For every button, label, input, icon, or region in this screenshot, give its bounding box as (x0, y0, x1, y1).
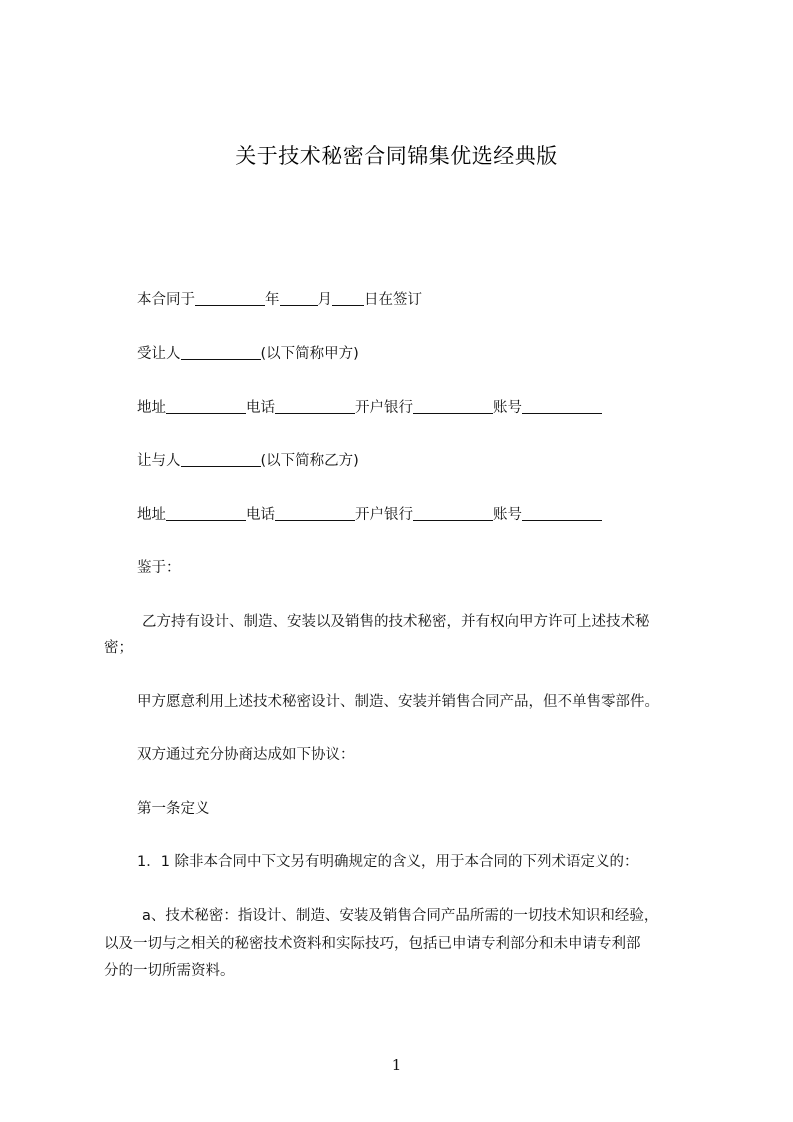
month-blank[interactable] (280, 291, 318, 306)
year-blank[interactable] (195, 291, 265, 306)
party-b-note: (以下简称乙方) (260, 453, 359, 469)
party-b-line (137, 451, 359, 471)
party-a-bank-blank[interactable] (413, 399, 493, 414)
article-1-heading: 第一条定义 (137, 801, 210, 817)
recital-1-line-1: 乙方持有设计、制造、安装以及销售的技术秘密，并有权向甲方许可上述技术秘 (142, 614, 650, 630)
day-blank[interactable] (332, 291, 364, 306)
party-b-bank-blank[interactable] (413, 506, 493, 521)
day-suffix: 日在签订 (364, 292, 422, 308)
clause-a-line-3: 分的一切所需资料。 (104, 963, 235, 979)
party-b-contact-line (137, 505, 602, 525)
recital-2: 甲方愿意利用上述技术秘密设计、制造、安装并销售合同产品，但不单售零部件。 (137, 694, 659, 710)
party-b-name-blank[interactable] (181, 452, 261, 467)
account-label: 账号 (493, 400, 522, 416)
party-a-phone-blank[interactable] (275, 399, 355, 414)
party-b-phone-blank[interactable] (275, 506, 355, 521)
account-label: 账号 (493, 507, 522, 523)
recital-1-line-2: 密； (104, 640, 133, 656)
party-a-address-blank[interactable] (166, 399, 246, 414)
party-a-line (137, 344, 359, 364)
address-label: 地址 (137, 507, 166, 523)
party-b-role: 让与人 (137, 453, 181, 469)
phone-label: 电话 (246, 400, 275, 416)
party-a-account-blank[interactable] (522, 399, 602, 414)
clause-a-line-1: a、技术秘密：指设计、制造、安装及销售合同产品所需的一切技术知识和经验， (142, 908, 659, 924)
party-a-role: 受让人 (137, 346, 181, 362)
party-b-account-blank[interactable] (522, 506, 602, 521)
agreement-statement: 双方通过充分协商达成如下协议： (137, 747, 355, 763)
bank-label: 开户银行 (355, 507, 413, 523)
year-label: 年 (265, 292, 280, 308)
signing-date-line (137, 290, 422, 310)
bank-label: 开户银行 (355, 400, 413, 416)
party-a-contact-line (137, 398, 602, 418)
phone-label: 电话 (246, 507, 275, 523)
signing-prefix: 本合同于 (137, 292, 195, 308)
party-b-address-blank[interactable] (166, 506, 246, 521)
clause-1-1: 1．1 除非本合同中下文另有明确规定的含义，用于本合同的下列术语定义的： (137, 854, 639, 870)
document-title: 关于技术秘密合同锦集优选经典版 (235, 144, 558, 168)
clause-a-line-2: 以及一切与之相关的秘密技术资料和实际技巧，包括已申请专利部分和未申请专利部 (104, 936, 641, 952)
whereas-heading: 鉴于： (137, 560, 181, 576)
address-label: 地址 (137, 400, 166, 416)
page-number: 1 (391, 1056, 402, 1074)
month-label: 月 (317, 292, 332, 308)
party-a-note: (以下简称甲方) (260, 346, 359, 362)
party-a-name-blank[interactable] (181, 345, 261, 360)
